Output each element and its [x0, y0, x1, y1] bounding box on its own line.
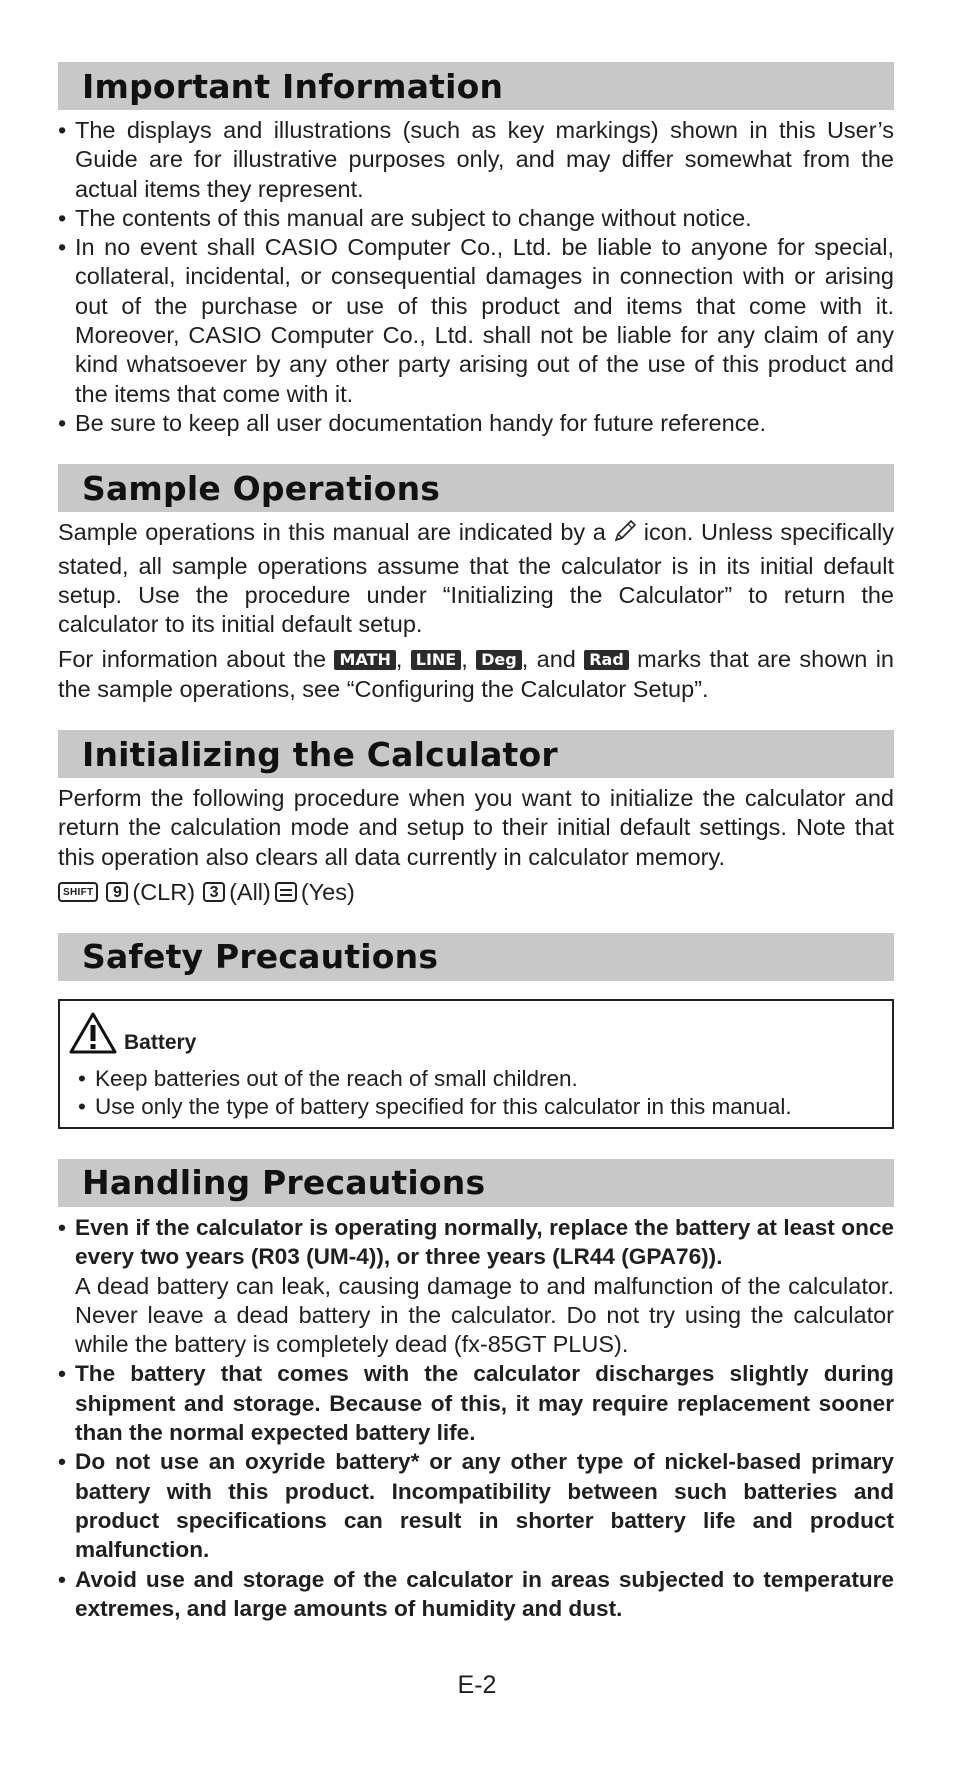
deg-mark: Deg: [476, 650, 522, 670]
marks-paragraph: [58, 645, 894, 704]
yes-label: (Yes): [300, 878, 355, 905]
section-heading-initializing: Initializing the Calculator: [58, 730, 894, 778]
separator: , and: [521, 646, 576, 673]
clr-label: (CLR): [132, 878, 196, 905]
battery-list: [68, 1065, 882, 1121]
handling-precautions-list: [58, 1213, 894, 1272]
manual-page: [58, 62, 894, 1623]
list-item: • Avoid use and storage of the calculator in areas subjected to temperature extremes, and large amounts of humidity and dust.: [58, 1565, 894, 1624]
list-item: • The battery that comes with the calculator discharges slightly during shipment and storage. Because of this, it may require replacement sooner than the normal expected battery life.: [58, 1359, 894, 1447]
list-item: • The displays and illustrations (such as key markings) shown in this User’s Guide are for illustrative purposes only, and may differ somewhat from the actual items they represent.: [58, 116, 894, 204]
math-mark: MATH: [334, 650, 395, 670]
section-heading-safety-precautions: Safety Precautions: [58, 933, 894, 981]
pencil-icon: [612, 518, 638, 551]
list-item: • The contents of this manual are subject to change without notice.: [58, 204, 894, 233]
battery-title-row: [68, 1011, 882, 1061]
initializing-paragraph: Perform the following procedure when you want to initialize the calculator and return the calculation mode and setup to their initial default settings. Note that this operation also clears all data currently in calculator memory.: [58, 785, 894, 870]
shift-key: SHIFT: [58, 882, 98, 902]
list-item: • Do not use an oxyride battery* or any other type of nickel-based primary battery with this product. Incompatibility between such batteries and product specifications can result in shorter battery life and product malfunction.: [58, 1447, 894, 1564]
list-item: [58, 1213, 894, 1272]
battery-warning-box: [58, 999, 894, 1129]
key-3: 3: [203, 882, 225, 902]
marks-text-end: marks that are shown in the sample operations, see “Configuring the Calculator Setup”.: [58, 646, 894, 702]
list-item: • Be sure to keep all user documentation handy for future reference.: [58, 409, 894, 438]
section-heading-sample-operations: Sample Operations: [58, 464, 894, 512]
separator: ,: [395, 646, 403, 673]
list-item-detail: A dead battery can leak, causing damage to and malfunction of the calculator. Never leave a dead battery in the calculator. Do not try using the calculator while the battery is completely dead (fx-85GT PLUS).: [75, 1272, 894, 1358]
sample-text-start: Sample operations in this manual are indicated by a: [58, 519, 606, 546]
equals-key-icon: [275, 882, 297, 902]
list-item: • Use only the type of battery specified for this calculator in this manual.: [78, 1093, 882, 1121]
rad-mark: Rad: [584, 650, 629, 670]
warning-icon: [68, 1011, 118, 1061]
separator: ,: [461, 646, 468, 673]
key-9: 9: [106, 882, 128, 902]
handling-precautions-list-cont: [58, 1359, 894, 1623]
sample-operations-paragraph: [58, 518, 894, 639]
key-sequence: [58, 878, 894, 907]
list-item-bold-text: Even if the calculator is operating normally, replace the battery at least once every two years (R03 (UM-4)), or three years (LR44 (GPA76)).: [75, 1214, 894, 1270]
battery-title: Battery: [124, 1030, 197, 1054]
section-heading-important-information: Important Information: [58, 62, 894, 110]
marks-text-start: For information about the: [58, 646, 327, 673]
sample-text-end: icon. Unless specifically stated, all sample operations assume that the calculator is in its initial default setup. Use the procedure under “Initializing the Calculator” to return the calculator to its initial default setup.: [58, 519, 894, 638]
list-item: • Keep batteries out of the reach of small children.: [78, 1065, 882, 1093]
all-label: (All): [229, 878, 271, 905]
page-number: E-2: [457, 1671, 497, 1699]
line-mark: LINE: [411, 650, 461, 670]
section-heading-handling-precautions: Handling Precautions: [58, 1159, 894, 1207]
list-item: • In no event shall CASIO Computer Co., Ltd. be liable to anyone for special, collateral, incidental, or consequential damages in connection with or arising out of the purchase or use of this product and items that come with it. Moreover, CASIO Computer Co., Ltd. shall not be liable for any claim of any kind whatsoever by any other party arising out of the use of this product and the items that come with it.: [58, 233, 894, 409]
important-information-list: [58, 116, 894, 438]
